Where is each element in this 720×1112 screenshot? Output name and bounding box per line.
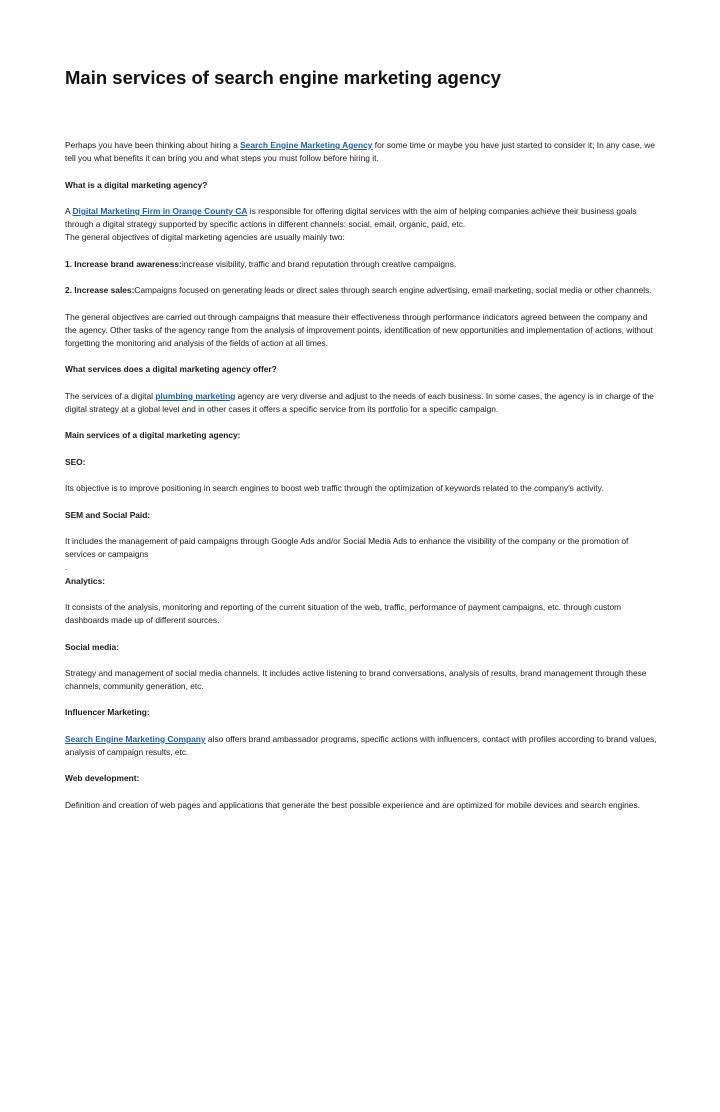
heading-what-is: What is a digital marketing agency? bbox=[65, 179, 208, 190]
heading-services: What services does a digital marketing agency offer? bbox=[65, 364, 277, 375]
digital-marketing-firm-link[interactable]: Digital Marketing Firm in Orange County CA bbox=[72, 205, 248, 216]
intro-text-after: for some time or maybe you have just started to consider it; In any case, we tell you what benefits it can bring you and what steps you must follow before hiring it. bbox=[65, 140, 655, 164]
influencer-paragraph bbox=[65, 733, 657, 759]
heading-seo: SEO: bbox=[65, 456, 86, 467]
search-engine-marketing-agency-link[interactable]: Search Engine Marketing Agency bbox=[240, 140, 373, 150]
sem-paragraph bbox=[65, 535, 657, 575]
influencer-text-after: also offers brand ambassador programs, specific actions with influencers, contact with profiles according to brand values, analysis of campaign results, etc. bbox=[65, 733, 657, 758]
heading-sem: SEM and Social Paid: bbox=[65, 509, 151, 520]
document-body bbox=[65, 139, 657, 825]
objective-1-label: 1. Increase brand awareness: bbox=[65, 258, 182, 269]
heading-influencer: Influencer Marketing: bbox=[65, 707, 150, 718]
search-engine-marketing-company-link[interactable]: Search Engine Marketing Company bbox=[65, 733, 206, 744]
objective-2-label: 2. Increase sales: bbox=[65, 285, 135, 296]
services-text-after: agency are very diverse and adjust to the needs of each business. In some cases, the agency is in charge of the digital strategy at a global level and in other cases it offers a specific service from its portfolio for a specific campaign. bbox=[65, 390, 654, 414]
services-paragraph bbox=[65, 390, 657, 416]
services-text-before: The services of a digital bbox=[65, 390, 156, 401]
plumbing-marketing-link[interactable]: plumbing marketing bbox=[155, 390, 236, 401]
objectives-intro-text: The general objectives of digital marketing agencies are usually mainly two: bbox=[65, 232, 345, 243]
heading-web-development: Web development: bbox=[65, 773, 140, 784]
what-is-paragraph bbox=[65, 205, 657, 245]
page-title: Main services of search engine marketing agency bbox=[65, 67, 501, 88]
what-is-text-before: A bbox=[65, 205, 73, 216]
seo-paragraph: Its objective is to improve positioning in search engines to boost web traffic through the optimization of keywords related to the company's activity. bbox=[65, 483, 604, 494]
web-development-paragraph: Definition and creation of web pages and applications that generate the best possible experience and are optimized for mobile devices and search engines. bbox=[65, 799, 640, 810]
heading-analytics: Analytics: bbox=[65, 575, 106, 586]
objective-1-text: increase visibility, traffic and brand reputation through creative campaigns. bbox=[181, 258, 457, 269]
objective-2 bbox=[65, 284, 657, 297]
heading-main-services: Main services of a digital marketing agency: bbox=[65, 430, 241, 441]
objective-1 bbox=[65, 258, 657, 271]
sem-trailing-dot: . bbox=[65, 562, 68, 573]
intro-paragraph bbox=[65, 139, 657, 165]
heading-social-media: Social media: bbox=[65, 641, 119, 652]
intro-text-before: Perhaps you have been thinking about hiring a bbox=[65, 140, 241, 150]
general-paragraph: The general objectives are carried out through campaigns that measure their effectiveness through performance indicators agreed between the company and the agency. Other tasks of the agency range from the analysis of improvement points, identification of new opportunities and implementation of actions, without forgetting the monitoring and analysis of the fields of action at all times. bbox=[65, 311, 653, 348]
objective-2-text: Campaigns focused on generating leads or direct sales through search engine advertising, email marketing, social media or other channels. bbox=[134, 285, 652, 296]
what-is-text-after: is responsible for offering digital services with the aim of helping companies achieve their business goals through a digital strategy supported by specific actions in different channels: social, email, organic, paid, etc. bbox=[65, 205, 637, 230]
analytics-paragraph: It consists of the analysis, monitoring and reporting of the current situation of the web, traffic, performance of payment campaigns, etc. through custom dashboards made up of different sources. bbox=[65, 601, 622, 626]
social-media-paragraph: Strategy and management of social media channels. It includes active listening to brand conversations, analysis of results, brand management through these channels, community generation, etc. bbox=[65, 667, 647, 692]
sem-text: It includes the management of paid campaigns through Google Ads and/or Social Media Ads to enhance the visibility of the company or the promotion of services or campaigns bbox=[65, 535, 629, 560]
